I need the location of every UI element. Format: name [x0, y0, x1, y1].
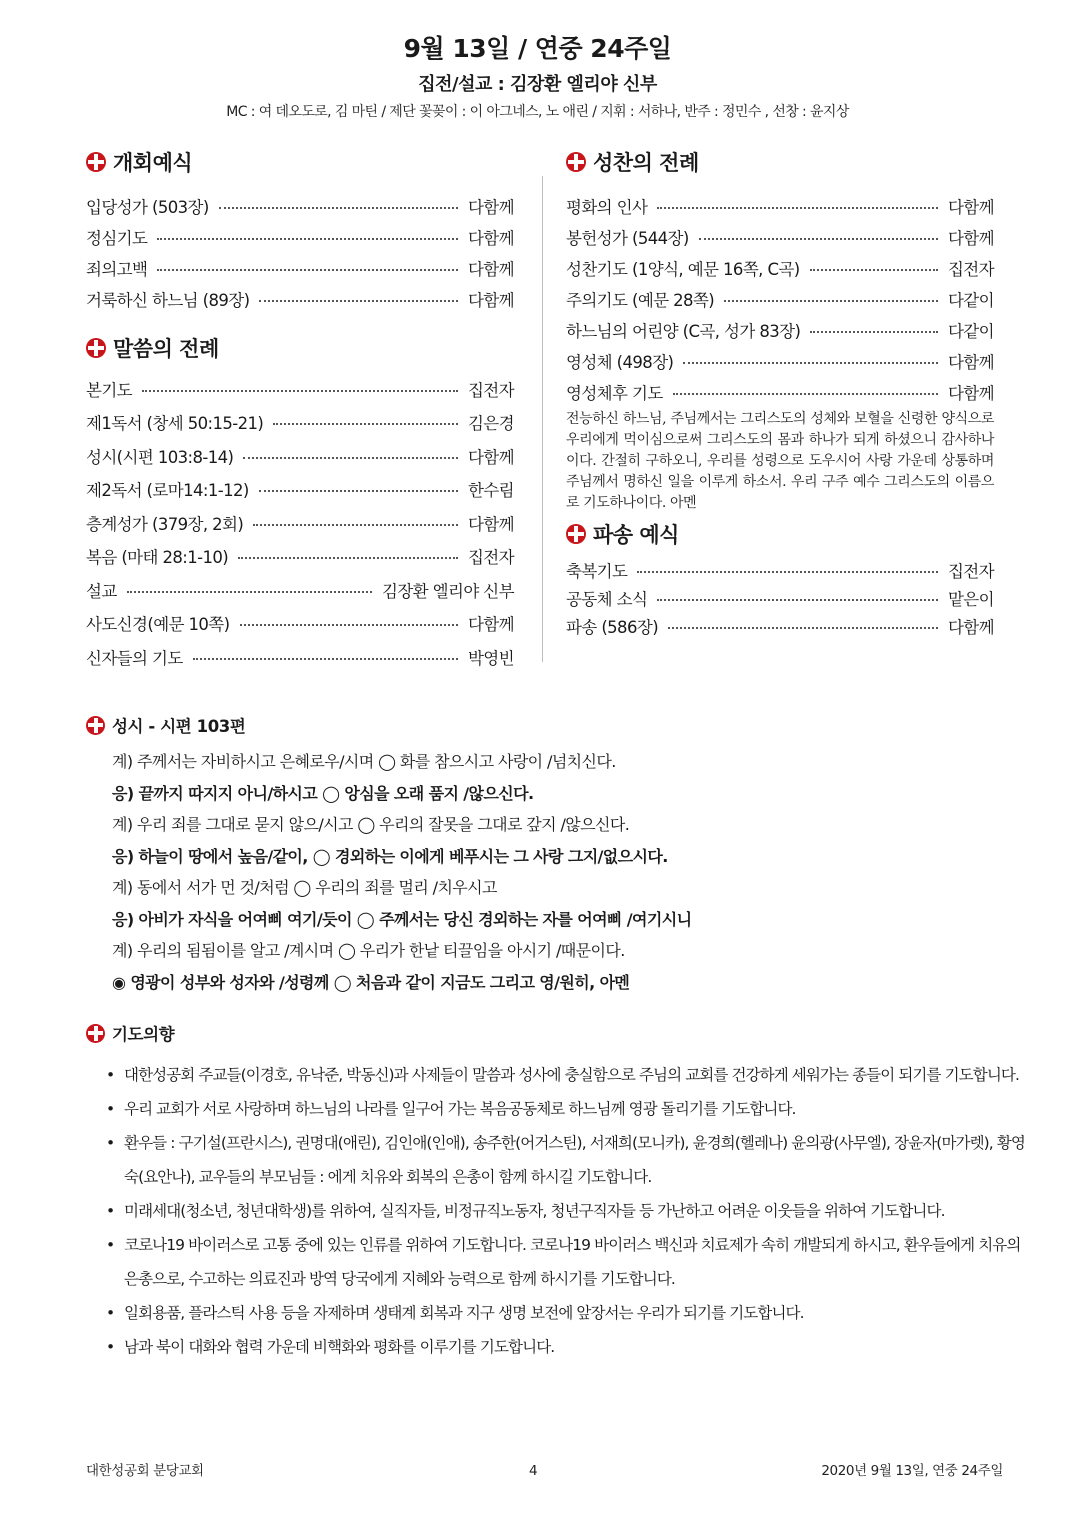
list-item: • 환우들 : 구기설(프란시스), 권명대(애린), 김인애(인애), 송주한(어거스틴), 서재희(모니카), 윤경희(헬레나) 윤의광(사무엘), 장윤자(마가렛), 황영숙(요안나), 교우들의 부모님들 : 에게 치유와 회복의 은총이 함께 하시길 기도합니다. [102, 1126, 1026, 1194]
order-label: 파송 (586장) [566, 618, 659, 637]
order-leader: 다같이 [947, 321, 994, 341]
psalm-title [86, 712, 245, 738]
order-row [566, 190, 994, 221]
section-title-text: 파송 예식 [593, 523, 679, 547]
order-row [86, 252, 514, 283]
psalm-line: 계) 동에서 서가 먼 것/처럼 ◯ 우리의 죄를 멀리 /치우시고 [112, 878, 497, 897]
leader-dots [259, 300, 457, 302]
list-item: • 미래세대(청소년, 청년대학생)를 위하여, 실직자들, 비정규직노동자, 청년구직자들 등 가난하고 어려운 이웃들을 위하여 기도합니다. [102, 1194, 1026, 1228]
psalm-line: 응) 아비가 자식을 어여삐 여기/듯이 ◯ 주께서는 당신 경외하는 자를 어여삐 /여기시니 [112, 909, 692, 929]
list-item: • 대한성공회 주교들(이경호, 유낙준, 박동신)과 사제들이 말씀과 성사에 충실함으로 주님의 교회를 건강하게 세워가는 종들이 되기를 기도합니다. [102, 1058, 1026, 1092]
order-label: 입당성가 (503장) [86, 197, 209, 217]
order-label: 성찬기도 (1양식, 예문 16쪽, C곡) [566, 259, 800, 279]
leader-dots [810, 331, 938, 333]
footer-date: 2020년 9월 13일, 연중 24주일 [821, 1463, 1003, 1479]
order-row [566, 345, 994, 376]
order-row [86, 473, 514, 507]
section-title-text: 성찬의 전례 [593, 151, 699, 175]
order-leader: 한수림 [467, 481, 514, 501]
leader-dots [142, 390, 458, 392]
list-item: • 일회용품, 플라스틱 사용 등을 자제하며 생태계 회복과 지구 생명 보전에 앞장서는 우리가 되기를 기도합니다. [102, 1296, 1026, 1330]
order-label: 축복기도 [566, 562, 628, 581]
order-leader: 다함께 [947, 352, 994, 372]
order-label: 봉헌성가 (544장) [566, 228, 689, 248]
leader-dots [673, 393, 938, 395]
section-word-title [86, 332, 514, 364]
celebrant-line: 집전/설교 : 김장환 엘리야 신부 [418, 74, 657, 95]
order-leader: 다함께 [467, 447, 514, 467]
psalm-title-text: 성시 - 시편 103편 [112, 717, 246, 736]
leader-dots [668, 627, 938, 629]
order-row [86, 439, 514, 473]
section-opening-title [86, 146, 514, 178]
leader-dots [157, 269, 458, 271]
order-row [566, 376, 994, 407]
header [0, 30, 1075, 123]
order-leader: 다함께 [947, 383, 994, 403]
page-number: 4 [529, 1463, 538, 1479]
eucharist-items [566, 190, 994, 407]
order-label: 복음 (마태 28:1-10) [86, 548, 229, 568]
order-row [86, 607, 514, 641]
order-leader: 집전자 [947, 259, 994, 279]
psalm-line: 계) 우리 죄를 그대로 묻지 않으/시고 ◯ 우리의 잘못을 그대로 갚지 /않으신다. [112, 815, 630, 834]
order-label: 거룩하신 하느님 (89장) [86, 290, 250, 310]
leader-dots [657, 207, 938, 209]
order-label: 공동체 소식 [566, 590, 648, 609]
cross-icon [566, 524, 586, 544]
order-label: 층계성가 (379장, 2회) [86, 514, 244, 534]
leader-dots [810, 269, 938, 271]
order-label: 영성체후 기도 [566, 383, 663, 403]
order-leader: 집전자 [467, 548, 514, 568]
order-leader: 집전자 [467, 380, 514, 400]
order-leader: 다함께 [467, 197, 514, 217]
order-label: 사도신경(예문 10쪽) [86, 615, 230, 635]
leader-dots [238, 557, 458, 559]
order-row [566, 612, 994, 640]
cross-icon [86, 1024, 105, 1043]
order-leader: 김장환 엘리야 신부 [381, 581, 514, 601]
leader-dots [273, 423, 458, 425]
order-row [86, 540, 514, 574]
order-row [86, 283, 514, 314]
order-row [86, 573, 514, 607]
order-row [86, 372, 514, 406]
leader-dots [683, 362, 938, 364]
section-eucharist-title [566, 146, 994, 178]
leader-dots [157, 238, 458, 240]
leader-dots [657, 599, 938, 601]
order-row [86, 221, 514, 252]
leader-dots [253, 524, 458, 526]
cross-icon [86, 152, 106, 172]
order-label: 주의기도 (예문 28쪽) [566, 290, 715, 310]
left-column [86, 146, 514, 674]
order-leader: 김은경 [467, 414, 514, 434]
order-row [566, 556, 994, 584]
order-label: 성시(시편 103:8-14) [86, 447, 234, 467]
order-label: 제2독서 (로마14:1-12) [86, 481, 249, 501]
order-leader: 다함께 [467, 514, 514, 534]
list-item: • 우리 교회가 서로 사랑하며 하느님의 나라를 일구어 가는 복음공동체로 하느님께 영광 돌리기를 기도합니다. [102, 1092, 1026, 1126]
cross-icon [566, 152, 586, 172]
order-leader: 집전자 [947, 562, 994, 581]
order-leader: 다함께 [467, 615, 514, 635]
order-leader: 다함께 [947, 618, 994, 637]
leader-dots [219, 207, 458, 209]
order-row [86, 190, 514, 221]
order-label: 영성체 (498장) [566, 352, 674, 372]
list-item: • 남과 북이 대화와 협력 가운데 비핵화와 평화를 이루기를 기도합니다. [102, 1330, 1026, 1364]
cross-icon [86, 338, 106, 358]
order-row [86, 506, 514, 540]
order-label: 평화의 인사 [566, 197, 648, 217]
order-row [566, 221, 994, 252]
order-leader: 맡은이 [947, 590, 994, 609]
leader-dots [724, 300, 938, 302]
order-leader: 다함께 [467, 259, 514, 279]
psalm-line: 계) 우리의 됨됨이를 알고 /계시며 ◯ 우리가 한낱 티끌임을 아시기 /때문이다. [112, 941, 625, 960]
cross-icon [86, 716, 105, 735]
section-dismissal-title [566, 518, 994, 550]
psalm-line: 응) 끝까지 따지지 아니/하시고 ◯ 앙심을 오래 품지 /않으신다. [112, 783, 534, 803]
intentions-title-text: 기도의향 [112, 1025, 175, 1044]
psalm-line: 계) 주께서는 자비하시고 은혜로우/시며 ◯ 화를 참으시고 사랑이 /넘치신다. [112, 752, 616, 771]
leader-dots [240, 624, 458, 626]
leader-dots [243, 457, 458, 459]
footer-church: 대한성공회 분당교회 [86, 1463, 204, 1479]
order-row [86, 406, 514, 440]
list-item: • 코로나19 바이러스로 고통 중에 있는 인류를 위하여 기도합니다. 코로나19 바이러스 백신과 치료제가 속히 개발되게 하시고, 환우들에게 치유의 은총으로, 수고하는 의료진과 방역 당국에게 지혜와 능력으로 함께 하시기를 기도합니다. [102, 1228, 1026, 1296]
order-label: 죄의고백 [86, 259, 148, 279]
order-label: 하느님의 어린양 (C곡, 성가 83장) [566, 321, 801, 341]
order-label: 정심기도 [86, 228, 148, 248]
intentions-title [86, 1020, 174, 1046]
psalm-line: 응) 하늘이 땅에서 높음/같이, ◯ 경외하는 이에게 베푸시는 그 사랑 그지/없으시다. [112, 846, 668, 866]
psalm-line: ◉ 영광이 성부와 성자와 /성령께 ◯ 처음과 같이 지금도 그리고 영/원히, 아멘 [112, 972, 630, 992]
order-row [566, 314, 994, 345]
leader-dots [193, 658, 458, 660]
order-row [566, 283, 994, 314]
order-row [566, 584, 994, 612]
order-label: 제1독서 (창세 50:15-21) [86, 414, 264, 434]
staff-line: MC : 여 데오도로, 김 마틴 / 제단 꽃꽂이 : 이 아그네스, 노 애린 / 지휘 : 서하나, 반주 : 정민수 , 선창 : 윤지상 [226, 104, 849, 120]
order-leader: 다같이 [947, 290, 994, 310]
order-row [86, 640, 514, 674]
intentions-list [102, 1058, 1026, 1364]
section-title-text: 개회예식 [113, 151, 193, 175]
opening-items [86, 190, 514, 314]
order-leader: 다함께 [467, 228, 514, 248]
order-leader: 다함께 [947, 228, 994, 248]
order-row [566, 252, 994, 283]
order-label: 신자들의 기도 [86, 648, 183, 668]
order-leader: 다함께 [467, 290, 514, 310]
leader-dots [699, 238, 938, 240]
column-divider [542, 176, 543, 662]
word-items [86, 372, 514, 674]
order-leader: 다함께 [947, 197, 994, 217]
order-leader: 박영빈 [467, 648, 514, 668]
psalm-text [112, 746, 1012, 998]
page-title: 9월 13일 / 연중 24주일 [403, 34, 672, 63]
order-label: 본기도 [86, 380, 133, 400]
leader-dots [259, 490, 458, 492]
dismissal-items [566, 556, 994, 640]
right-column [566, 146, 994, 640]
order-label: 설교 [86, 581, 117, 601]
post-communion-prayer: 전능하신 하느님, 주님께서는 그리스도의 성체와 보혈을 신령한 양식으로 우리에게 먹이심으로써 그리스도의 몸과 하나가 되게 하셨으니 감사하나이다. 간절히 구하오니, 우리를 성령으로 도우시어 사랑 가운데 상통하며 주님께서 명하신 일을 이루게 하소서. 우리 구주 예수 그리스도의 이름으로 기도하나이다. 아멘 [566, 411, 994, 511]
leader-dots [127, 591, 372, 593]
leader-dots [637, 571, 938, 573]
section-title-text: 말씀의 전례 [113, 337, 219, 361]
